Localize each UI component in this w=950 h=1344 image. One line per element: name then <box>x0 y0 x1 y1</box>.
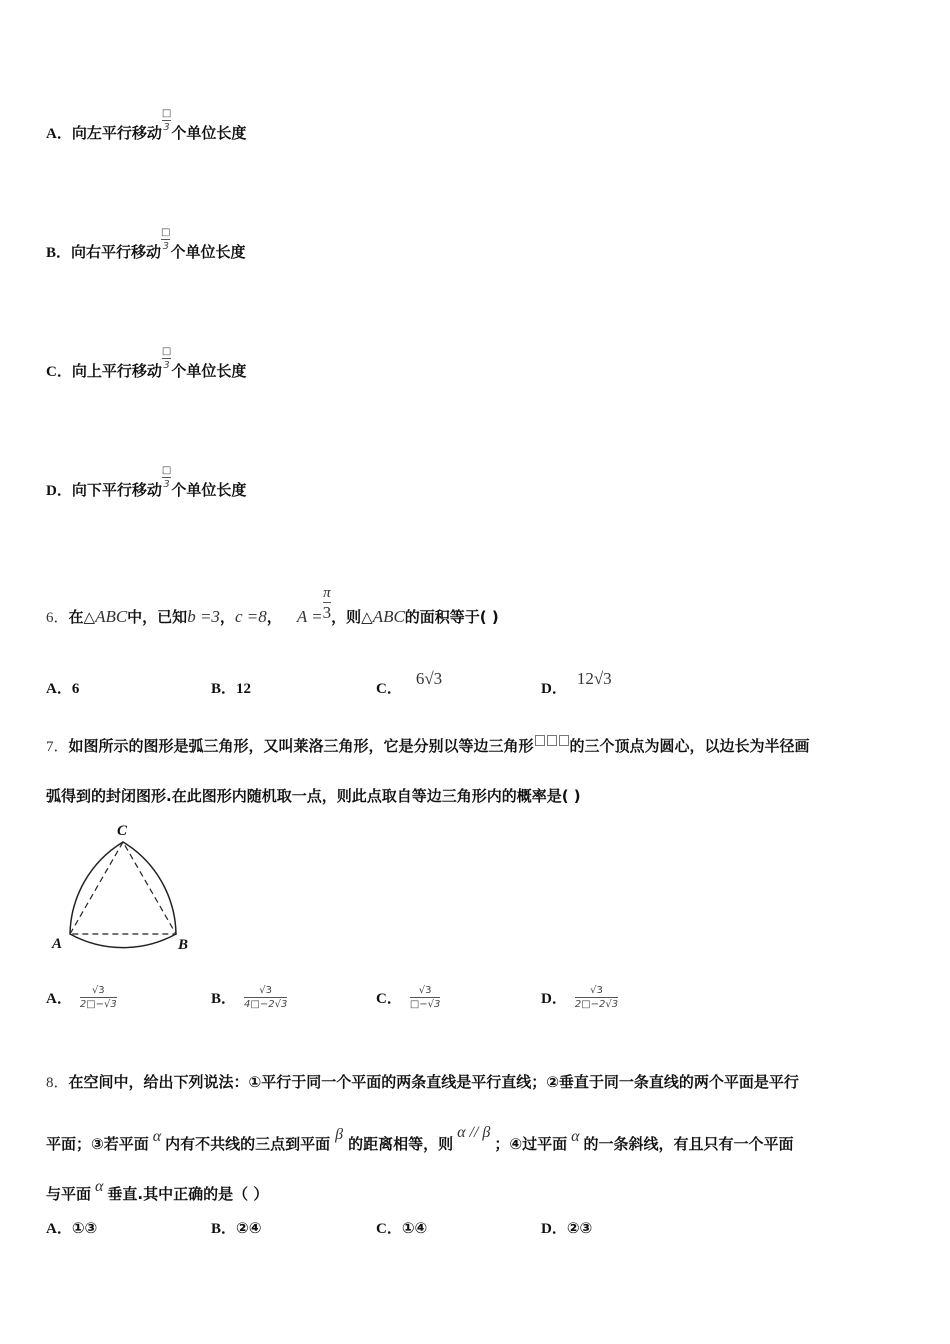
option-label: C． <box>376 991 402 1007</box>
option-value: 6 <box>71 681 80 697</box>
q8-stem-line3 <box>46 1178 269 1204</box>
q6-text-2: 中，已知 <box>127 608 188 626</box>
q8-stem-line2 <box>46 1124 794 1154</box>
q6-a-eq: A = <box>296 607 323 626</box>
q6-option-b[interactable] <box>211 677 251 698</box>
option-value: ②④ <box>236 1219 262 1237</box>
frac-den: 2□−√3 <box>79 999 117 1010</box>
frac-num: √3 <box>418 985 432 996</box>
frac-num: □ <box>161 108 172 119</box>
frac-bar <box>244 997 287 998</box>
frac-bar <box>410 997 441 998</box>
q8-text-2e: 的一条斜线，有且只有一个平面 <box>583 1135 794 1153</box>
q7-option-a[interactable] <box>46 985 117 1010</box>
inner-triangle <box>70 842 176 934</box>
q6-abc-2: ABC <box>372 607 405 626</box>
q6-fraction <box>323 585 332 622</box>
frac-bar <box>80 997 117 998</box>
q6-text-1: 在△ <box>68 608 96 626</box>
question-number: 8． <box>46 1075 69 1091</box>
option-unit: 个单位长度 <box>171 481 247 499</box>
fraction <box>162 346 171 371</box>
q8-option-a[interactable] <box>46 1217 97 1238</box>
vertex-label-a: A <box>52 936 63 952</box>
reuleaux-outline <box>70 842 176 948</box>
q7-option-b[interactable] <box>211 985 287 1010</box>
q7-text-1a: 如图所示的图形是弧三角形，又叫莱洛三角形，它是分别以等边三角形 <box>68 737 534 755</box>
q8-text-3b: 垂直.其中正确的是（ ） <box>107 1185 269 1203</box>
option-fraction <box>410 985 441 1010</box>
option-unit: 个单位长度 <box>171 124 247 142</box>
option-text: 向左平行移动 <box>71 124 162 142</box>
frac-num: □ <box>161 465 172 476</box>
q6-stem <box>46 585 499 627</box>
frac-num: √3 <box>590 985 603 996</box>
q8-text-1: 在空间中，给出下列说法：①平行于同一个平面的两条直线是平行直线；②垂直于同一条直线的两个平面是平行 <box>68 1073 799 1091</box>
q8-text-2d: ；④过平面 <box>494 1135 568 1153</box>
frac-bar <box>162 358 171 359</box>
frac-num: √3 <box>259 985 273 996</box>
question-number: 7． <box>46 739 69 755</box>
q8-alpha-2: α <box>571 1128 580 1145</box>
q5-option-a[interactable] <box>46 108 246 143</box>
option-value: ②③ <box>566 1219 593 1237</box>
q8-text-2c: 的距离相等，则 <box>348 1135 454 1153</box>
q6-sep-1: ， <box>219 608 235 626</box>
q6-option-a[interactable] <box>46 677 79 698</box>
q6-three: 3 <box>322 603 332 622</box>
q6-abc: ABC <box>95 607 128 626</box>
option-label: D． <box>541 681 567 697</box>
option-value: ①③ <box>71 1219 98 1237</box>
fraction <box>162 108 171 133</box>
frac-den: 3 <box>163 122 170 133</box>
q7-option-c[interactable] <box>376 985 440 1010</box>
option-value: 12 <box>236 681 252 697</box>
frac-den: 2□−2√3 <box>574 999 619 1010</box>
q8-option-c[interactable] <box>376 1217 427 1238</box>
option-text: 向下平行移动 <box>71 481 162 499</box>
placeholder-glyphs <box>534 730 570 749</box>
q7-option-d[interactable] <box>541 985 618 1010</box>
q8-alpha-3: α <box>95 1178 104 1195</box>
option-text: 向右平行移动 <box>71 243 162 261</box>
q7-stem-line2 <box>46 785 581 806</box>
reuleaux-triangle-figure <box>48 818 198 958</box>
option-label: C． <box>376 681 402 697</box>
q6-sep-2: ， <box>266 608 282 626</box>
q6-c-eq: c =8 <box>234 607 267 626</box>
frac-den: 4□−2√3 <box>244 999 288 1010</box>
option-label: B． <box>211 991 237 1007</box>
option-value: ①④ <box>401 1219 428 1237</box>
option-label: B． <box>211 681 237 697</box>
option-label: A． <box>46 991 72 1007</box>
option-value: 12√3 <box>576 669 612 688</box>
frac-bar <box>575 997 618 998</box>
option-fraction <box>575 985 618 1010</box>
option-label: A． <box>46 126 72 142</box>
q5-option-b[interactable] <box>46 227 246 262</box>
option-label: D． <box>46 483 72 499</box>
vertex-label-b: B <box>178 937 189 953</box>
q5-option-c[interactable] <box>46 346 246 381</box>
q6-option-c[interactable] <box>376 669 443 698</box>
q8-text-2b: 内有不共线的三点到平面 <box>165 1135 331 1153</box>
q7-text-1b: 的三个顶点为圆心，以边长为半径画 <box>569 737 810 755</box>
fraction <box>162 465 171 490</box>
option-value: 6√3 <box>415 669 443 688</box>
option-label: B． <box>46 245 72 261</box>
q6-text-3: ，则△ <box>331 608 373 626</box>
frac-bar <box>162 477 171 478</box>
q8-option-d[interactable] <box>541 1217 592 1238</box>
option-label: D． <box>541 991 567 1007</box>
frac-num: √3 <box>91 985 105 996</box>
option-unit: 个单位长度 <box>171 362 247 380</box>
q8-text-2a: 平面；③若平面 <box>46 1135 149 1153</box>
option-label: A． <box>46 1221 72 1237</box>
option-label: B． <box>211 1221 237 1237</box>
q8-stem-line1 <box>46 1071 799 1092</box>
q8-beta: β <box>335 1126 344 1143</box>
frac-den: □−√3 <box>409 999 441 1010</box>
q6-option-d[interactable] <box>541 669 612 698</box>
question-number: 6． <box>46 610 69 626</box>
q8-text-3a: 与平面 <box>46 1185 92 1203</box>
frac-bar <box>162 120 171 121</box>
frac-den: 3 <box>163 479 170 490</box>
q6-pi: π <box>323 585 331 601</box>
option-fraction <box>244 985 287 1010</box>
q8-alpha-1: α <box>152 1128 162 1145</box>
frac-bar <box>161 239 170 240</box>
option-label: C． <box>376 1221 402 1237</box>
frac-den: 3 <box>163 360 170 371</box>
q8-option-b[interactable] <box>211 1217 261 1238</box>
q6-b-eq: b =3 <box>187 607 220 626</box>
option-fraction <box>80 985 117 1010</box>
frac-den: 3 <box>162 241 169 252</box>
q5-option-d[interactable] <box>46 465 246 500</box>
frac-num: □ <box>161 346 172 357</box>
option-label: A． <box>46 681 72 697</box>
vertex-label-c: C <box>117 823 128 839</box>
option-text: 向上平行移动 <box>71 362 162 380</box>
q7-text-2: 弧得到的封闭图形.在此图形内随机取一点，则此点取自等边三角形内的概率是( ) <box>46 787 581 805</box>
q7-stem-line1 <box>46 735 810 756</box>
q8-parallel: α // β <box>457 1124 491 1141</box>
q6-text-4: 的面积等于( ) <box>404 608 499 626</box>
option-label: C． <box>46 364 72 380</box>
frac-num: □ <box>161 227 171 238</box>
option-label: D． <box>541 1221 567 1237</box>
option-unit: 个单位长度 <box>170 243 246 261</box>
